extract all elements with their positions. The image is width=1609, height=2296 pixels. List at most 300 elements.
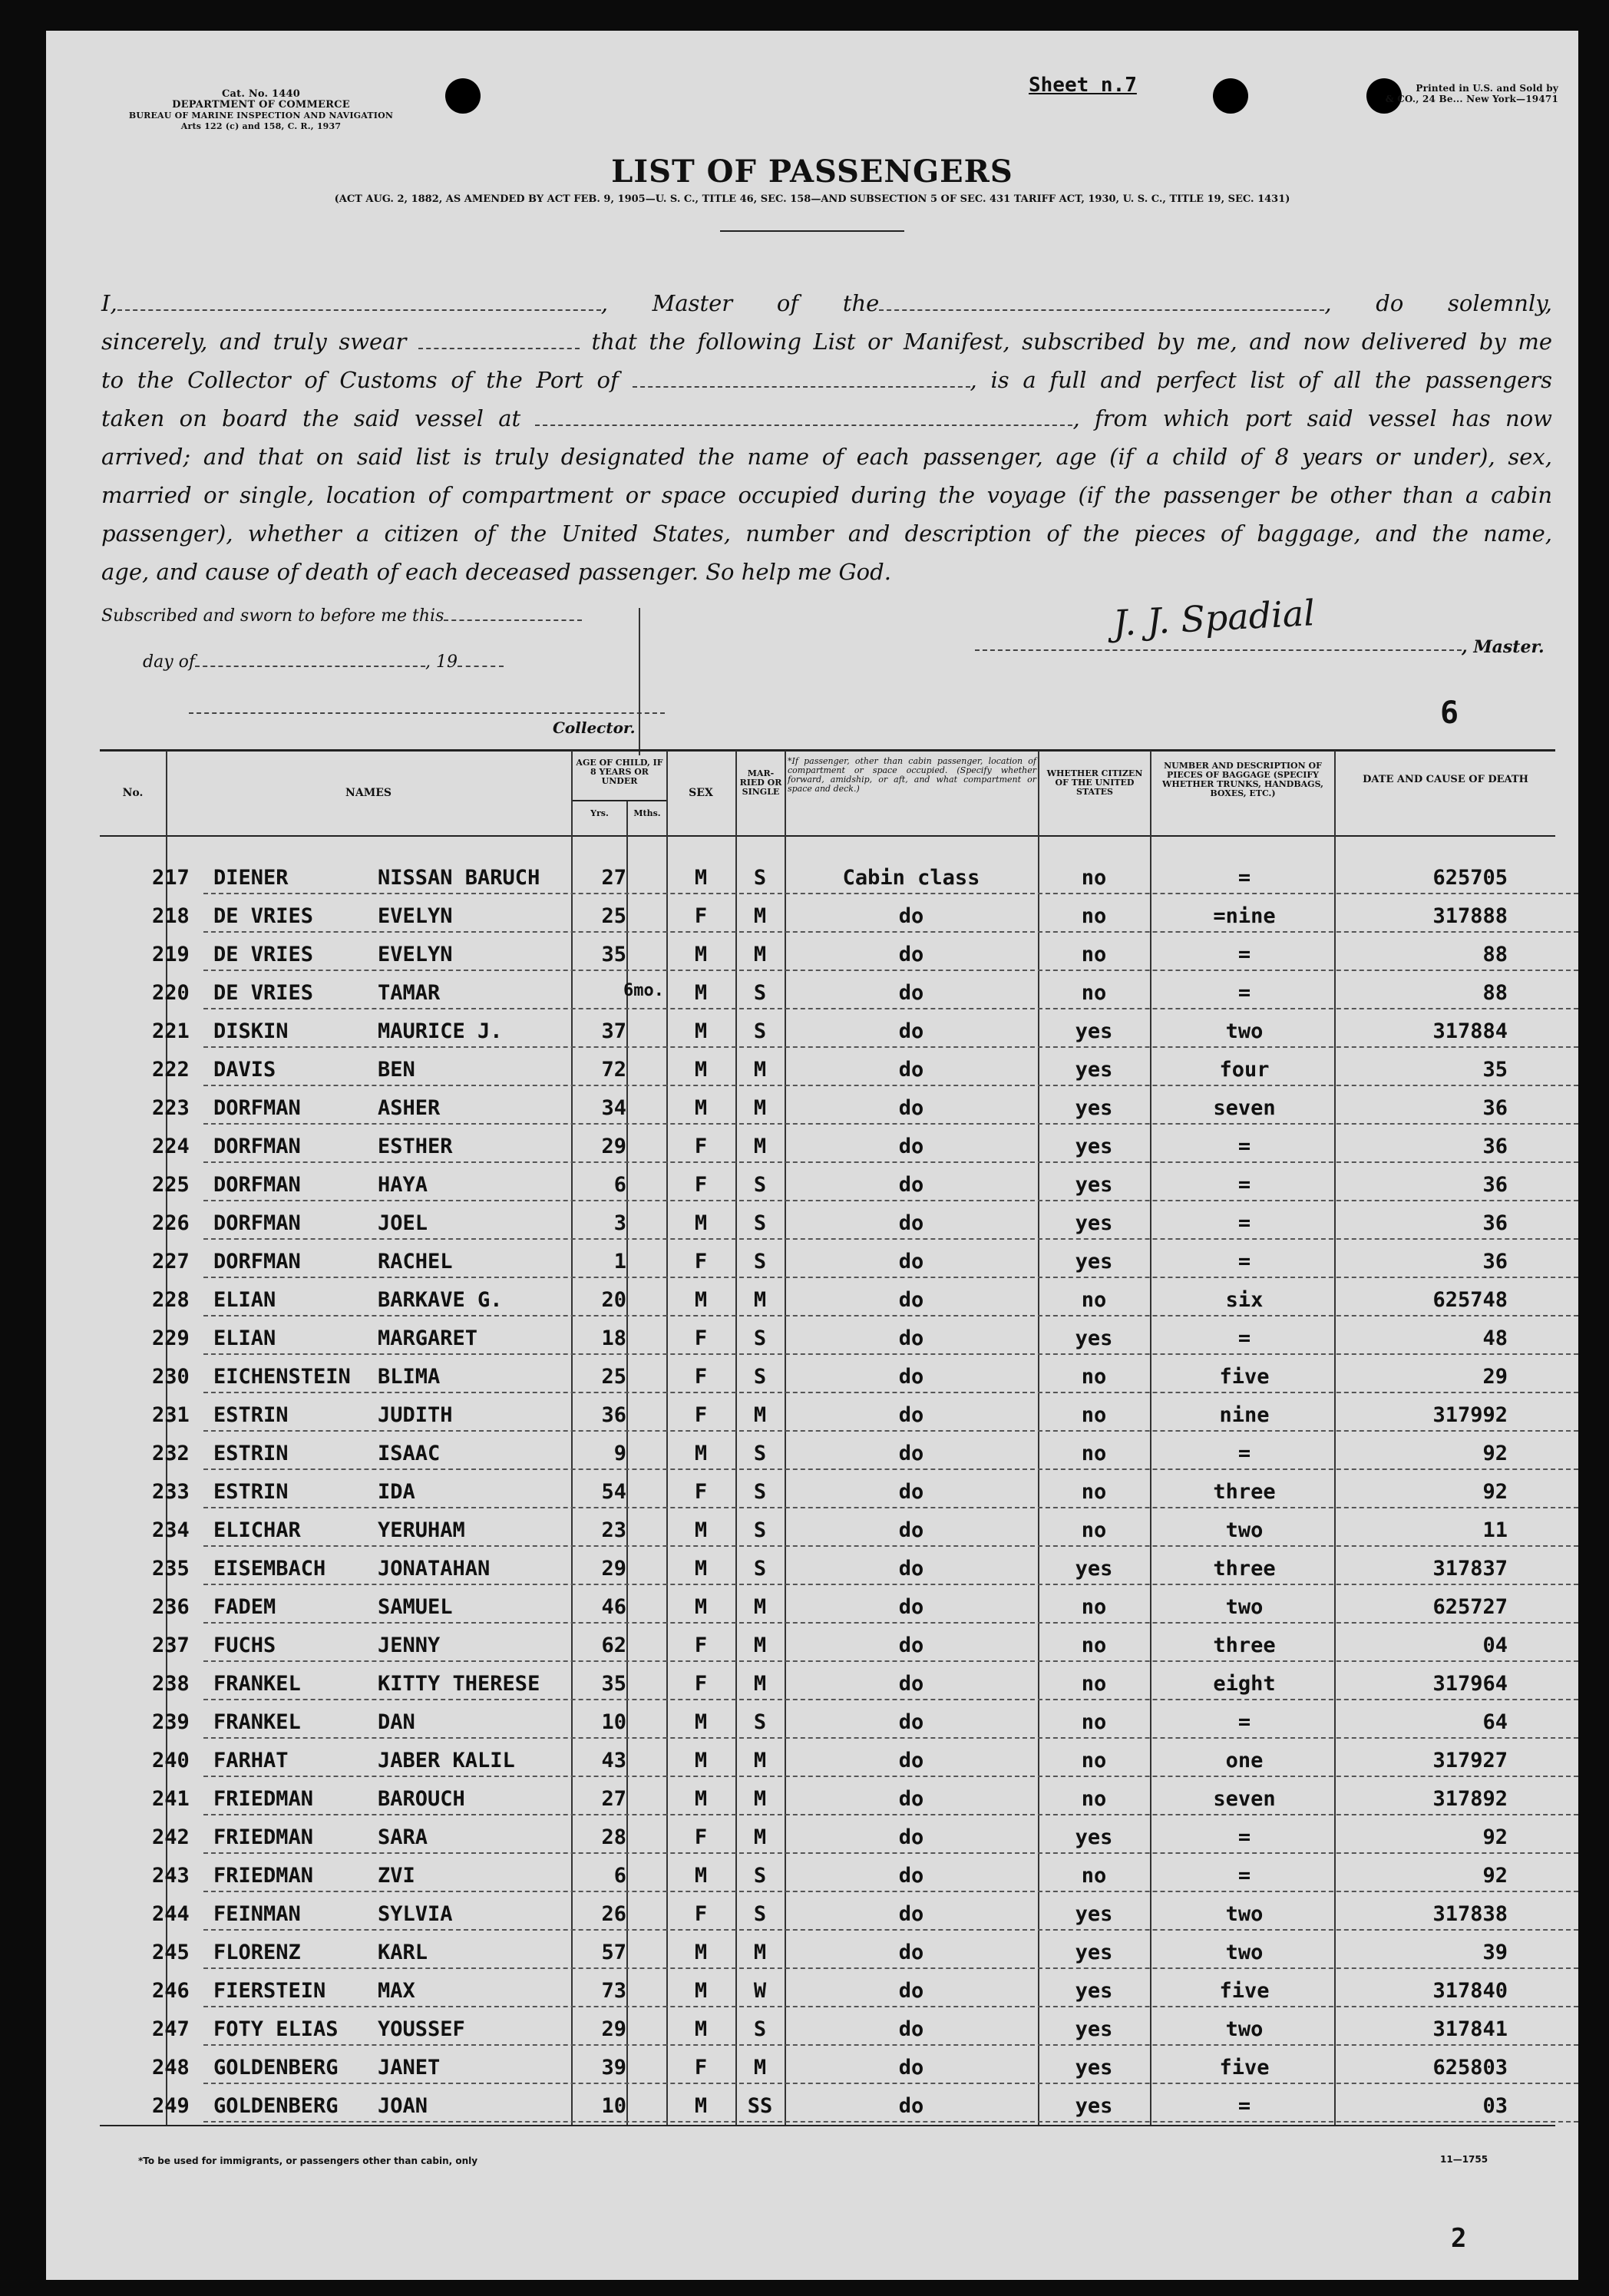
cell-surname: FLORENZ	[213, 1941, 301, 1964]
cell-ms: M	[753, 2056, 767, 2080]
cell-yrs: 27	[601, 866, 626, 890]
table-row	[46, 1357, 1578, 1396]
cell-sex: F	[694, 1902, 708, 1926]
title-divider	[720, 230, 904, 232]
cell-given: BARKAVE G.	[378, 1288, 503, 1312]
cell-bag: five	[1219, 2056, 1270, 2080]
cell-cit: yes	[1075, 1211, 1113, 1235]
cell-num: 317888	[1432, 904, 1508, 928]
table-row	[46, 1050, 1578, 1089]
cell-surname: DAVIS	[213, 1058, 276, 1082]
cell-cit: no	[1081, 1365, 1107, 1389]
cell-comp: do	[898, 1326, 924, 1350]
cell-ms: S	[753, 1902, 767, 1926]
cell-cit: no	[1081, 943, 1107, 966]
cell-ms: M	[753, 1787, 767, 1811]
master-label: , Master.	[1462, 637, 1545, 657]
cell-num: 88	[1482, 943, 1508, 966]
cell-surname: DORFMAN	[213, 1173, 301, 1197]
cell-num: 29	[1482, 1365, 1508, 1389]
cell-bag: =	[1237, 1710, 1251, 1734]
cell-comp: do	[898, 2017, 924, 2041]
cell-num: 36	[1482, 1211, 1508, 1235]
cell-surname: ELIAN	[213, 1326, 276, 1350]
col-header-death: DATE AND CAUSE OF DEATH	[1363, 774, 1528, 785]
table-row	[46, 858, 1578, 897]
col-header-married: MAR-RIED OR SINGLE	[739, 768, 782, 797]
cell-comp: do	[898, 1288, 924, 1312]
cell-no: 249	[152, 2094, 190, 2118]
cell-num: 88	[1482, 981, 1508, 1005]
cell-num: 625748	[1432, 1288, 1508, 1312]
cell-given: ISAAC	[378, 1442, 441, 1465]
sworn-line-2: day of , 19	[143, 652, 680, 672]
cell-num: 317892	[1432, 1787, 1508, 1811]
cell-comp: do	[898, 1710, 924, 1734]
cell-surname: ESTRIN	[213, 1442, 289, 1465]
cell-comp: do	[898, 1595, 924, 1619]
table-row	[46, 1434, 1578, 1472]
cell-bag: five	[1219, 1979, 1270, 2003]
cell-comp: Cabin class	[842, 866, 980, 890]
cell-sex: F	[694, 1403, 708, 1427]
cell-ms: S	[753, 1365, 767, 1389]
manifest-page	[46, 31, 1578, 2280]
cell-num: 04	[1482, 1634, 1508, 1657]
cell-comp: do	[898, 1518, 924, 1542]
cell-cit: no	[1081, 866, 1107, 890]
master-oath: I, , Master of the , do solemnly, sincerely, and truly swear that the following List or Manifest, subscribed by me, and now delivered by me to the Collector of Customs of the Port of , is a full and perfect list of all the passengers taken on board the said vessel at , from which port said vessel has now arrived; and that on said list is truly designated the name of each passenger, age (if a child of 8 years or under), sex, married or single, location of compartment or space occupied during the voyage (if the passenger be other than a cabin passenger), whether a citizen of the United States, number and description of the pieces of baggage, and the name, age, and cause of death of each deceased passenger. So help me God.	[101, 290, 1552, 585]
cell-comp: do	[898, 1825, 924, 1849]
table-row	[46, 1012, 1578, 1050]
cell-ms: S	[753, 1710, 767, 1734]
cell-sex: F	[694, 1326, 708, 1350]
cell-surname: FOTY ELIAS	[213, 2017, 339, 2041]
cell-sex: M	[694, 943, 708, 966]
cell-num: 317992	[1432, 1403, 1508, 1427]
cell-cit: yes	[1075, 2094, 1113, 2118]
cell-no: 222	[152, 1058, 190, 1082]
cell-surname: FADEM	[213, 1595, 276, 1619]
cell-given: RACHEL	[378, 1250, 453, 1274]
cell-ms: SS	[747, 2094, 773, 2118]
cell-yrs: 54	[601, 1480, 626, 1504]
cell-surname: DORFMAN	[213, 1211, 301, 1235]
cell-comp: do	[898, 1211, 924, 1235]
table-row	[46, 1741, 1578, 1779]
cell-bag: =nine	[1213, 904, 1276, 928]
cell-surname: DISKIN	[213, 1019, 289, 1043]
table-row	[46, 1664, 1578, 1703]
cell-cit: yes	[1075, 1326, 1113, 1350]
cell-ms: S	[753, 1518, 767, 1542]
collector-label: Collector.	[553, 719, 636, 737]
table-row	[46, 973, 1578, 1012]
cell-num: 03	[1482, 2094, 1508, 2118]
cell-num: 92	[1482, 1825, 1508, 1849]
table-row	[46, 2010, 1578, 2048]
cell-bag: =	[1237, 866, 1251, 890]
cell-sex: F	[694, 1825, 708, 1849]
cell-yrs: 10	[601, 2094, 626, 2118]
table-row	[46, 1587, 1578, 1626]
cell-given: DAN	[378, 1710, 415, 1734]
cell-num: 625727	[1432, 1595, 1508, 1619]
cell-num: 36	[1482, 1135, 1508, 1158]
cell-num: 92	[1482, 1442, 1508, 1465]
cell-surname: ESTRIN	[213, 1403, 289, 1427]
cell-comp: do	[898, 1058, 924, 1082]
cell-yrs: 29	[601, 1557, 626, 1581]
col-header-mths: Mths.	[633, 808, 661, 818]
cell-sex: F	[694, 1672, 708, 1696]
cell-yrs: 57	[601, 1941, 626, 1964]
cell-bag: seven	[1213, 1787, 1276, 1811]
cell-sex: F	[694, 1250, 708, 1274]
cell-no: 242	[152, 1825, 190, 1849]
cell-bag: =	[1237, 943, 1251, 966]
cell-ms: M	[753, 1403, 767, 1427]
cell-cit: no	[1081, 1595, 1107, 1619]
cell-given: SARA	[378, 1825, 428, 1849]
cell-given: JABER KALIL	[378, 1749, 515, 1772]
col-header-compartment: *If passenger, other than cabin passenger, location of compartment or space occupied. (Specify whether forward, amidship, or aft, and what compartment or space and deck.)	[788, 756, 1036, 794]
cell-ms: S	[753, 1480, 767, 1504]
cell-num: 317927	[1432, 1749, 1508, 1772]
cell-sex: F	[694, 904, 708, 928]
cell-sex: M	[694, 1749, 708, 1772]
cell-yrs: 35	[601, 943, 626, 966]
cell-ms: S	[753, 1326, 767, 1350]
cell-comp: do	[898, 1557, 924, 1581]
cell-no: 246	[152, 1979, 190, 2003]
cell-comp: do	[898, 904, 924, 928]
act-reference: (ACT AUG. 2, 1882, AS AMENDED BY ACT FEB. 9, 1905—U. S. C., TITLE 46, SEC. 158—AND SUBSECTION 5 OF SEC. 431 TARIFF ACT, 1930, U. S. C., TITLE 19, SEC. 1431)	[334, 193, 1290, 205]
cell-ms: S	[753, 1557, 767, 1581]
corner-mark: 2	[1451, 2223, 1467, 2254]
cell-no: 241	[152, 1787, 190, 1811]
cell-ms: M	[753, 904, 767, 928]
regulation-reference: Arts 122 (c) and 158, C. R., 1937	[180, 121, 342, 131]
cell-yrs: 25	[601, 904, 626, 928]
cell-yrs: 3	[613, 1211, 626, 1235]
cell-given: JENNY	[378, 1634, 441, 1657]
cell-bag: =	[1237, 1825, 1251, 1849]
cell-ms: M	[753, 1825, 767, 1849]
cell-comp: do	[898, 1787, 924, 1811]
cell-sex: F	[694, 1365, 708, 1389]
cell-yrs: 72	[601, 1058, 626, 1082]
cell-sex: M	[694, 866, 708, 890]
cell-sex: M	[694, 1979, 708, 2003]
cell-cit: yes	[1075, 1019, 1113, 1043]
cell-mths: 6mo.	[623, 981, 664, 1000]
cell-cit: no	[1081, 1480, 1107, 1504]
cell-sex: F	[694, 1634, 708, 1657]
cell-num: 36	[1482, 1173, 1508, 1197]
cell-num: 36	[1482, 1096, 1508, 1120]
cell-comp: do	[898, 1135, 924, 1158]
table-row	[46, 935, 1578, 973]
cell-surname: FRIEDMAN	[213, 1825, 314, 1849]
col-header-age: AGE OF CHILD, IF 8 YEARS OR UNDER	[576, 758, 663, 786]
cell-cit: yes	[1075, 1557, 1113, 1581]
cell-comp: do	[898, 1672, 924, 1696]
cell-sex: M	[694, 2094, 708, 2118]
cell-yrs: 62	[601, 1634, 626, 1657]
cell-yrs: 36	[601, 1403, 626, 1427]
cell-cit: no	[1081, 1672, 1107, 1696]
cell-comp: do	[898, 1096, 924, 1120]
cell-bag: three	[1213, 1634, 1276, 1657]
cell-bag: =	[1237, 1250, 1251, 1274]
cell-yrs: 34	[601, 1096, 626, 1120]
cell-sex: M	[694, 1288, 708, 1312]
cell-yrs: 26	[601, 1902, 626, 1926]
cell-cit: yes	[1075, 1096, 1113, 1120]
footer-note: *To be used for immigrants, or passengers other than cabin, only	[138, 2156, 478, 2166]
sheet-number: Sheet n.7	[1029, 74, 1137, 97]
cell-num: 92	[1482, 1864, 1508, 1888]
cell-num: 11	[1482, 1518, 1508, 1542]
cell-comp: do	[898, 1749, 924, 1772]
cell-sex: F	[694, 1480, 708, 1504]
cell-bag: three	[1213, 1557, 1276, 1581]
table-row	[46, 1626, 1578, 1664]
cell-ms: S	[753, 1864, 767, 1888]
cell-ms: S	[753, 1173, 767, 1197]
table-row	[46, 1319, 1578, 1357]
cell-cit: no	[1081, 1634, 1107, 1657]
cell-no: 236	[152, 1595, 190, 1619]
table-row	[46, 1472, 1578, 1511]
cell-yrs: 10	[601, 1710, 626, 1734]
cell-num: 625803	[1432, 2056, 1508, 2080]
cell-bag: two	[1225, 1019, 1264, 1043]
cell-comp: do	[898, 1480, 924, 1504]
cell-given: BEN	[378, 1058, 415, 1082]
cell-ms: M	[753, 1595, 767, 1619]
cell-sex: M	[694, 1096, 708, 1120]
cell-cit: yes	[1075, 1902, 1113, 1926]
cell-no: 229	[152, 1326, 190, 1350]
table-row	[46, 1703, 1578, 1741]
table-row	[46, 1895, 1578, 1933]
collector-signature-line	[189, 712, 665, 714]
cell-num: 39	[1482, 1941, 1508, 1964]
col-header-names: NAMES	[345, 787, 392, 799]
cell-given: IDA	[378, 1480, 415, 1504]
bureau-name: BUREAU OF MARINE INSPECTION AND NAVIGATION	[128, 111, 394, 121]
cell-cit: yes	[1075, 1135, 1113, 1158]
cell-num: 317838	[1432, 1902, 1508, 1926]
cell-sex: M	[694, 1864, 708, 1888]
table-row	[46, 1280, 1578, 1319]
cell-yrs: 1	[613, 1250, 626, 1274]
cell-no: 234	[152, 1518, 190, 1542]
table-row	[46, 1818, 1578, 1856]
cell-given: JOAN	[378, 2094, 428, 2118]
cell-cit: yes	[1075, 1979, 1113, 2003]
cell-surname: FARHAT	[213, 1749, 289, 1772]
cell-surname: DIENER	[213, 866, 289, 890]
cell-bag: four	[1219, 1058, 1270, 1082]
cell-no: 237	[152, 1634, 190, 1657]
cell-surname: DORFMAN	[213, 1096, 301, 1120]
cell-comp: do	[898, 2094, 924, 2118]
department-name: DEPARTMENT OF COMMERCE	[172, 99, 350, 111]
cell-ms: M	[753, 1096, 767, 1120]
form-number: 11—1755	[1440, 2154, 1488, 2165]
cell-bag: eight	[1213, 1672, 1276, 1696]
cell-bag: =	[1237, 1326, 1251, 1350]
cell-bag: five	[1219, 1365, 1270, 1389]
cell-no: 226	[152, 1211, 190, 1235]
cell-comp: do	[898, 1019, 924, 1043]
cell-given: MAURICE J.	[378, 1019, 503, 1043]
page-number: 6	[1440, 695, 1459, 731]
cell-surname: ELIAN	[213, 1288, 276, 1312]
cell-sex: M	[694, 1211, 708, 1235]
cell-cit: no	[1081, 1787, 1107, 1811]
col-header-baggage: NUMBER AND DESCRIPTION OF PIECES OF BAGGAGE (SPECIFY WHETHER TRUNKS, HANDBAGS, BOXES, ETC.)	[1162, 761, 1323, 798]
cell-cit: yes	[1075, 1250, 1113, 1274]
cell-ms: M	[753, 1749, 767, 1772]
cell-given: ASHER	[378, 1096, 441, 1120]
table-bottom-border	[100, 2125, 1555, 2126]
cell-cit: yes	[1075, 1173, 1113, 1197]
cell-comp: do	[898, 1979, 924, 2003]
cell-bag: two	[1225, 1595, 1264, 1619]
cell-sex: M	[694, 1557, 708, 1581]
printer-info: Printed in U.S. and Sold by & CO., 24 Be... New York—19471	[1385, 83, 1558, 104]
cell-yrs: 18	[601, 1326, 626, 1350]
cell-given: JUDITH	[378, 1403, 453, 1427]
cell-ms: M	[753, 943, 767, 966]
table-row	[46, 1127, 1578, 1165]
table-top-border	[100, 749, 1555, 752]
cell-sex: M	[694, 1442, 708, 1465]
cell-surname: EISEMBACH	[213, 1557, 326, 1581]
cell-cit: no	[1081, 1864, 1107, 1888]
cell-surname: DE VRIES	[213, 981, 314, 1005]
cell-cit: yes	[1075, 1058, 1113, 1082]
cell-no: 228	[152, 1288, 190, 1312]
table-row	[46, 2086, 1578, 2125]
cell-cit: yes	[1075, 2017, 1113, 2041]
cell-surname: FIERSTEIN	[213, 1979, 326, 2003]
cell-no: 225	[152, 1173, 190, 1197]
table-row	[46, 1511, 1578, 1549]
cell-given: EVELYN	[378, 904, 453, 928]
cell-yrs: 27	[601, 1787, 626, 1811]
cell-comp: do	[898, 1250, 924, 1274]
cell-no: 248	[152, 2056, 190, 2080]
punch-hole	[1213, 78, 1248, 114]
cell-comp: do	[898, 981, 924, 1005]
cell-no: 221	[152, 1019, 190, 1043]
table-row	[46, 1856, 1578, 1895]
cell-given: JONATAHAN	[378, 1557, 491, 1581]
cell-surname: ESTRIN	[213, 1480, 289, 1504]
cell-ms: M	[753, 1135, 767, 1158]
punch-hole	[445, 78, 481, 114]
cell-bag: seven	[1213, 1096, 1276, 1120]
cell-no: 224	[152, 1135, 190, 1158]
cell-bag: two	[1225, 1902, 1264, 1926]
cell-yrs: 73	[601, 1979, 626, 2003]
cell-comp: do	[898, 1365, 924, 1389]
cell-given: KARL	[378, 1941, 428, 1964]
cell-no: 218	[152, 904, 190, 928]
cell-bag: =	[1237, 1211, 1251, 1235]
cell-num: 36	[1482, 1250, 1508, 1274]
cell-yrs: 29	[601, 2017, 626, 2041]
cell-no: 235	[152, 1557, 190, 1581]
table-row	[46, 1242, 1578, 1280]
cell-no: 243	[152, 1864, 190, 1888]
cell-sex: F	[694, 1173, 708, 1197]
cell-given: TAMAR	[378, 981, 441, 1005]
cell-num: 317884	[1432, 1019, 1508, 1043]
cell-no: 217	[152, 866, 190, 890]
col-header-no: No.	[122, 787, 144, 799]
cell-sex: F	[694, 2056, 708, 2080]
cell-sex: M	[694, 1787, 708, 1811]
cell-sex: M	[694, 1941, 708, 1964]
cell-sex: M	[694, 1518, 708, 1542]
cell-ms: M	[753, 1058, 767, 1082]
cell-no: 219	[152, 943, 190, 966]
cell-sex: M	[694, 1058, 708, 1082]
cell-given: YOUSSEF	[378, 2017, 465, 2041]
cell-bag: =	[1237, 981, 1251, 1005]
cell-yrs: 29	[601, 1135, 626, 1158]
cell-cit: no	[1081, 1288, 1107, 1312]
cell-surname: FRANKEL	[213, 1710, 301, 1734]
table-row	[46, 1549, 1578, 1587]
cell-yrs: 6	[613, 1864, 626, 1888]
cell-comp: do	[898, 1634, 924, 1657]
cell-bag: nine	[1219, 1403, 1270, 1427]
cell-no: 244	[152, 1902, 190, 1926]
cell-no: 230	[152, 1365, 190, 1389]
cell-yrs: 23	[601, 1518, 626, 1542]
table-row	[46, 1165, 1578, 1204]
cell-ms: M	[753, 1634, 767, 1657]
cell-surname: ELICHAR	[213, 1518, 301, 1542]
page-title: LIST OF PASSENGERS	[611, 154, 1013, 190]
cell-no: 238	[152, 1672, 190, 1696]
cell-surname: FRIEDMAN	[213, 1864, 314, 1888]
cell-yrs: 46	[601, 1595, 626, 1619]
catalog-number: Cat. No. 1440	[222, 88, 300, 100]
cell-cit: yes	[1075, 2056, 1113, 2080]
master-signature: J. J. Spadial	[1112, 592, 1317, 644]
cell-given: BAROUCH	[378, 1787, 465, 1811]
cell-bag: =	[1237, 1173, 1251, 1197]
cell-yrs: 25	[601, 1365, 626, 1389]
cell-no: 245	[152, 1941, 190, 1964]
cell-num: 625705	[1432, 866, 1508, 890]
cell-given: BLIMA	[378, 1365, 441, 1389]
cell-no: 239	[152, 1710, 190, 1734]
cell-num: 35	[1482, 1058, 1508, 1082]
cell-yrs: 39	[601, 2056, 626, 2080]
cell-ms: S	[753, 1442, 767, 1465]
cell-ms: S	[753, 866, 767, 890]
cell-surname: DE VRIES	[213, 943, 314, 966]
